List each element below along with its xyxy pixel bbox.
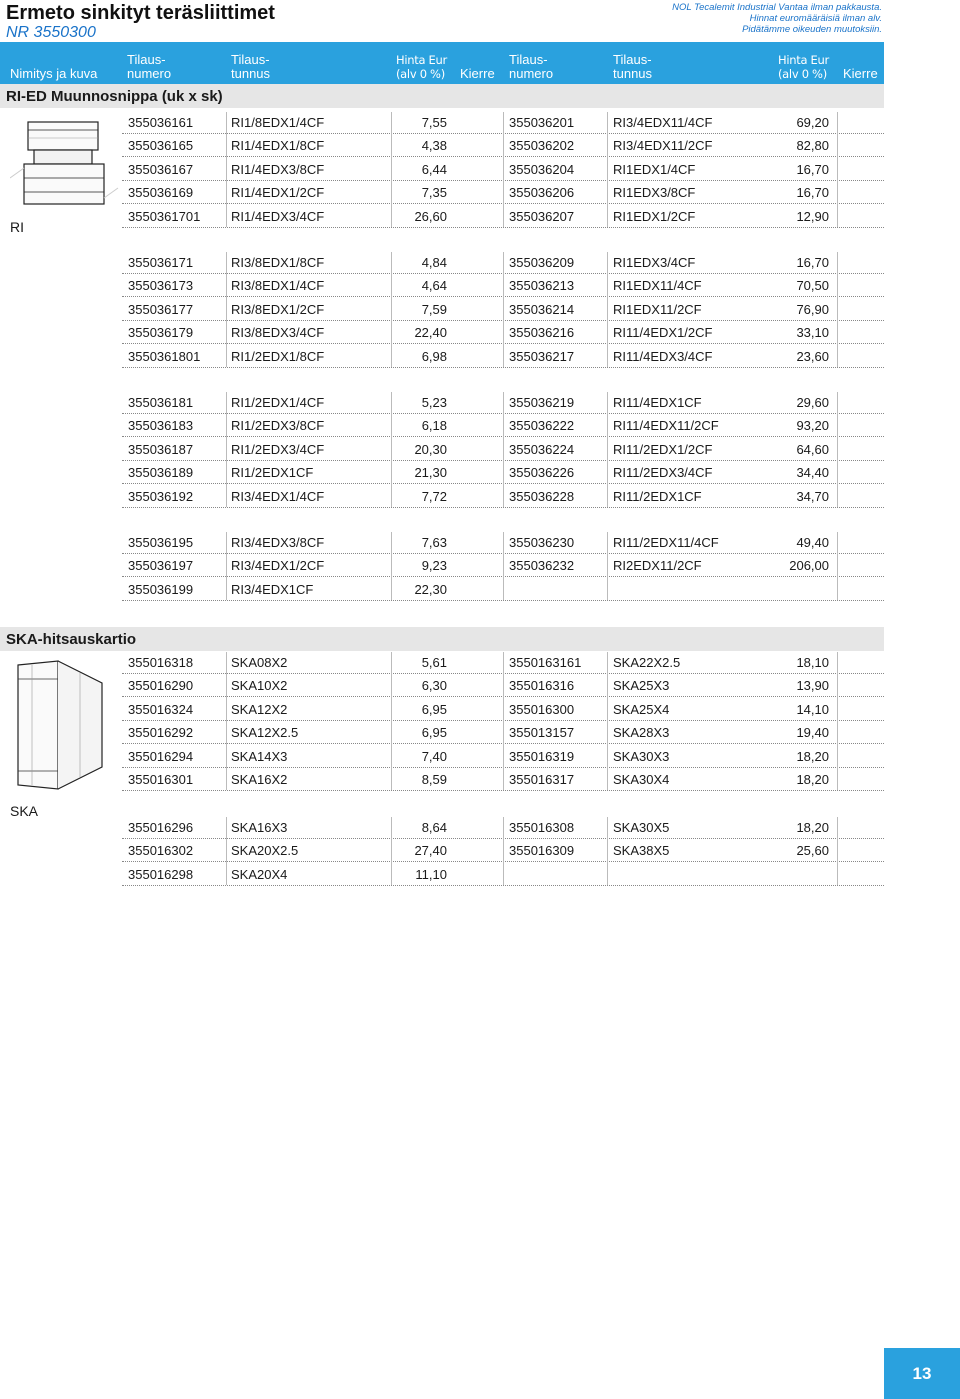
column-divider: [503, 532, 504, 600]
section-header-ri-ed: [0, 84, 884, 108]
order-number-cell: 355036216: [509, 325, 575, 341]
order-code-cell: RI1/2EDX1/8CF: [231, 348, 325, 364]
order-number-cell: 355036173: [128, 278, 194, 294]
order-code-cell: RI11/2EDX1/2CF: [613, 441, 713, 457]
order-number-cell: 3550163161: [509, 655, 582, 670]
order-number-cell: 355036213: [509, 278, 575, 294]
order-code-cell: SKA25X4: [613, 701, 670, 717]
price-cell: 6,30: [421, 678, 447, 694]
order-code-cell: RI1/2EDX1/4CF: [231, 395, 325, 410]
order-code-cell: RI3/8EDX1/2CF: [231, 301, 325, 317]
order-number-cell: 355036189: [128, 465, 194, 481]
order-number-cell: 3550361801: [128, 348, 201, 364]
column-divider: [607, 392, 608, 507]
column-divider: [607, 252, 608, 367]
order-number-cell: 355016317: [509, 772, 575, 787]
order-number-cell: 355036169: [128, 185, 194, 201]
col-order-number-2: Tilaus- numero: [509, 52, 554, 81]
price-cell: 23,60: [796, 348, 829, 364]
order-code-cell: RI3/4EDX11/4CF: [613, 115, 713, 130]
order-number-cell: 355036219: [509, 395, 575, 410]
column-divider: [837, 652, 838, 790]
order-code-cell: SKA16X3: [231, 820, 288, 835]
price-cell: 4,64: [421, 278, 447, 294]
order-code-cell: RI11/2EDX1CF: [613, 488, 702, 504]
order-code-cell: SKA12X2.5: [231, 725, 299, 741]
order-number-cell: 355013157: [509, 725, 575, 741]
order-number-cell: 3550361701: [128, 208, 201, 224]
price-cell: 29,60: [796, 395, 829, 410]
order-code-cell: RI1EDX11/2CF: [613, 301, 702, 317]
price-cell: 20,30: [414, 441, 447, 457]
price-cell: 9,23: [421, 558, 447, 574]
column-divider: [607, 112, 608, 227]
order-number-cell: 355036230: [509, 535, 575, 550]
order-code-cell: RI11/4EDX1CF: [613, 395, 702, 410]
order-number-cell: 355036187: [128, 441, 194, 457]
price-cell: 82,80: [796, 138, 829, 154]
order-code-cell: RI1/8EDX1/4CF: [231, 115, 325, 130]
order-number-cell: 355016298: [128, 866, 194, 882]
price-cell: 22,30: [414, 581, 447, 597]
order-code-cell: RI3/4EDX1CF: [231, 581, 314, 597]
order-code-cell: RI11/4EDX1/2CF: [613, 325, 713, 341]
order-number-cell: 355036199: [128, 581, 194, 597]
column-divider: [837, 532, 838, 600]
price-cell: 19,40: [796, 725, 829, 741]
col-order-number: Tilaus- numero: [127, 52, 172, 81]
price-cell: 13,90: [796, 678, 829, 694]
price-cell: 6,18: [421, 418, 447, 434]
order-number-cell: 355036228: [509, 488, 575, 504]
order-code-cell: RI1EDX3/8CF: [613, 185, 696, 201]
column-divider: [391, 252, 392, 367]
order-code-cell: RI1/2EDX3/4CF: [231, 441, 325, 457]
column-divider: [226, 532, 227, 600]
price-cell: 7,63: [421, 535, 447, 550]
column-divider: [837, 817, 838, 885]
order-code-cell: RI1EDX3/4CF: [613, 255, 696, 270]
order-code-cell: RI3/8EDX3/4CF: [231, 325, 325, 341]
price-cell: 27,40: [414, 843, 447, 859]
order-code-cell: RI2EDX11/2CF: [613, 558, 702, 574]
price-notes: [672, 2, 882, 35]
ska-cone-picture: [10, 655, 120, 795]
order-number-cell: 355036232: [509, 558, 575, 574]
ri-fitting-picture: [10, 118, 120, 214]
column-divider: [391, 532, 392, 600]
column-divider: [503, 252, 504, 367]
column-divider: [391, 652, 392, 790]
price-cell: 11,10: [415, 866, 447, 882]
order-number-cell: 355016301: [128, 772, 194, 787]
order-number-cell: 355016319: [509, 748, 575, 764]
order-code-cell: SKA30X4: [613, 772, 670, 787]
column-divider: [226, 817, 227, 885]
order-number-cell: 355036177: [128, 301, 194, 317]
page-number: 13: [884, 1348, 960, 1399]
order-code-cell: RI3/8EDX1/8CF: [231, 255, 325, 270]
order-number-cell: 355036183: [128, 418, 194, 434]
column-divider: [391, 817, 392, 885]
note-line: Pidätämme oikeuden muutoksiin.: [742, 24, 882, 35]
column-divider: [503, 817, 504, 885]
order-code-cell: RI3/4EDX1/2CF: [231, 558, 325, 574]
column-divider: [503, 392, 504, 507]
order-number-cell: 355036217: [509, 348, 575, 364]
section-header-ska: [0, 627, 884, 651]
price-cell: 5,61: [421, 655, 447, 670]
catalog-number: NR 3550300: [6, 24, 96, 41]
column-divider: [391, 392, 392, 507]
column-divider: [503, 112, 504, 227]
col-name-picture: Nimitys ja kuva: [10, 66, 98, 81]
col-thread: Kierre: [460, 66, 495, 81]
note-line: NOL Tecalemit Industrial Vantaa ilman pakkausta.: [672, 2, 882, 13]
column-divider: [226, 112, 227, 227]
column-divider: [837, 392, 838, 507]
price-cell: 7,55: [421, 115, 447, 130]
column-divider: [607, 652, 608, 790]
price-cell: 18,20: [796, 772, 829, 787]
order-number-cell: 355016290: [128, 678, 194, 694]
column-divider: [837, 252, 838, 367]
column-divider: [226, 652, 227, 790]
order-code-cell: SKA12X2: [231, 701, 288, 717]
order-code-cell: SKA28X3: [613, 725, 670, 741]
price-cell: 25,60: [796, 843, 829, 859]
order-code-cell: RI3/4EDX3/8CF: [231, 535, 325, 550]
order-code-cell: SKA20X4: [231, 866, 288, 882]
price-cell: 4,84: [421, 255, 447, 270]
order-number-cell: 355036206: [509, 185, 575, 201]
order-code-cell: SKA25X3: [613, 678, 670, 694]
column-divider: [391, 112, 392, 227]
price-cell: 8,59: [421, 772, 447, 787]
order-number-cell: 355016324: [128, 701, 194, 717]
price-cell: 6,98: [421, 348, 447, 364]
price-cell: 64,60: [796, 441, 829, 457]
section-title: SKA-hitsauskartio: [6, 631, 137, 648]
order-number-cell: 355036171: [128, 255, 194, 270]
column-divider: [607, 817, 608, 885]
price-cell: 12,90: [796, 208, 829, 224]
order-code-cell: RI11/2EDX11/4CF: [613, 535, 719, 550]
order-number-cell: 355016316: [509, 678, 575, 694]
price-cell: 26,60: [414, 208, 447, 224]
order-number-cell: 355036209: [509, 255, 575, 270]
order-number-cell: 355036226: [509, 465, 575, 481]
picture-label-ri: RI: [10, 219, 24, 235]
price-cell: 49,40: [796, 535, 829, 550]
order-number-cell: 355036207: [509, 208, 575, 224]
price-cell: 14,10: [796, 701, 829, 717]
order-number-cell: 355016296: [128, 820, 194, 835]
price-cell: 6,95: [421, 725, 447, 741]
order-number-cell: 355036201: [509, 115, 575, 130]
price-cell: 76,90: [796, 301, 829, 317]
price-cell: 7,40: [421, 748, 447, 764]
price-cell: 33,10: [796, 325, 829, 341]
order-code-cell: RI1/4EDX3/8CF: [231, 161, 325, 177]
order-number-cell: 355036197: [128, 558, 194, 574]
order-code-cell: RI11/2EDX3/4CF: [613, 465, 713, 481]
order-code-cell: RI3/8EDX1/4CF: [231, 278, 325, 294]
price-cell: 18,10: [796, 655, 829, 670]
price-cell: 5,23: [421, 395, 447, 410]
col-price-2: Hinta Eur (alv 0 %): [778, 53, 829, 81]
order-code-cell: RI1/4EDX1/2CF: [231, 185, 325, 201]
order-number-cell: 355036192: [128, 488, 194, 504]
order-code-cell: SKA20X2.5: [231, 843, 299, 859]
price-cell: 6,44: [421, 161, 447, 177]
order-number-cell: 355016302: [128, 843, 194, 859]
order-code-cell: SKA22X2.5: [613, 655, 681, 670]
order-number-cell: 355036214: [509, 301, 575, 317]
note-line: Hinnat euromääräisiä ilman alv.: [749, 13, 882, 24]
order-number-cell: 355036165: [128, 138, 194, 154]
price-cell: 16,70: [796, 161, 829, 177]
order-code-cell: SKA14X3: [231, 748, 288, 764]
order-number-cell: 355036224: [509, 441, 575, 457]
order-code-cell: RI1EDX11/4CF: [613, 278, 702, 294]
column-divider: [226, 392, 227, 507]
column-divider: [503, 652, 504, 790]
price-cell: 7,35: [421, 185, 447, 201]
price-cell: 34,40: [796, 465, 829, 481]
price-cell: 69,20: [796, 115, 829, 130]
order-number-cell: 355036202: [509, 138, 575, 154]
price-cell: 7,59: [421, 301, 447, 317]
price-cell: 70,50: [796, 278, 829, 294]
price-cell: 93,20: [796, 418, 829, 434]
price-cell: 7,72: [421, 488, 447, 504]
price-cell: 22,40: [414, 325, 447, 341]
order-number-cell: 355016309: [509, 843, 575, 859]
order-number-cell: 355016292: [128, 725, 194, 741]
order-number-cell: 355036195: [128, 535, 194, 550]
order-code-cell: RI1EDX1/4CF: [613, 161, 696, 177]
price-cell: 18,20: [796, 748, 829, 764]
col-thread-2: Kierre: [843, 66, 878, 81]
order-number-cell: 355036204: [509, 161, 575, 177]
column-divider: [607, 532, 608, 600]
order-code-cell: RI1/2EDX1CF: [231, 465, 314, 481]
picture-label-ska: SKA: [10, 803, 39, 819]
order-code-cell: SKA16X2: [231, 772, 288, 787]
page-title: Ermeto sinkityt teräsliittimet: [6, 2, 275, 24]
order-code-cell: RI3/4EDX1/4CF: [231, 488, 325, 504]
order-code-cell: SKA30X3: [613, 748, 670, 764]
price-cell: 16,70: [796, 185, 829, 201]
price-cell: 34,70: [796, 488, 829, 504]
order-code-cell: RI11/4EDX11/2CF: [613, 418, 719, 434]
order-number-cell: 355036167: [128, 161, 194, 177]
price-cell: 206,00: [789, 558, 829, 574]
table-header: [0, 42, 884, 84]
price-cell: 4,38: [421, 138, 447, 154]
order-code-cell: SKA08X2: [231, 655, 288, 670]
order-code-cell: RI1/2EDX3/8CF: [231, 418, 325, 434]
price-cell: 18,20: [796, 820, 829, 835]
order-number-cell: 355016300: [509, 701, 575, 717]
order-code-cell: RI3/4EDX11/2CF: [613, 138, 713, 154]
order-code-cell: RI11/4EDX3/4CF: [613, 348, 713, 364]
order-code-cell: SKA38X5: [613, 843, 670, 859]
price-cell: 6,95: [421, 701, 447, 717]
column-divider: [226, 252, 227, 367]
order-number-cell: 355036181: [128, 395, 194, 410]
order-code-cell: RI1EDX1/2CF: [613, 208, 696, 224]
column-divider: [837, 112, 838, 227]
price-cell: 8,64: [421, 820, 447, 835]
col-price: Hinta Eur (alv 0 %): [396, 53, 447, 81]
order-code-cell: RI1/4EDX1/8CF: [231, 138, 325, 154]
section-title: RI-ED Muunnosnippa (uk x sk): [6, 88, 223, 105]
order-number-cell: 355036222: [509, 418, 575, 434]
order-code-cell: SKA10X2: [231, 678, 288, 694]
order-number-cell: 355016318: [128, 655, 194, 670]
price-cell: 21,30: [414, 465, 447, 481]
price-cell: 16,70: [796, 255, 829, 270]
order-code-cell: SKA30X5: [613, 820, 670, 835]
order-number-cell: 355016308: [509, 820, 575, 835]
col-order-code: Tilaus- tunnus: [231, 52, 271, 81]
order-number-cell: 355036161: [128, 115, 194, 130]
col-order-code-2: Tilaus- tunnus: [613, 52, 653, 81]
order-number-cell: 355036179: [128, 325, 194, 341]
order-code-cell: RI1/4EDX3/4CF: [231, 208, 325, 224]
order-number-cell: 355016294: [128, 748, 194, 764]
